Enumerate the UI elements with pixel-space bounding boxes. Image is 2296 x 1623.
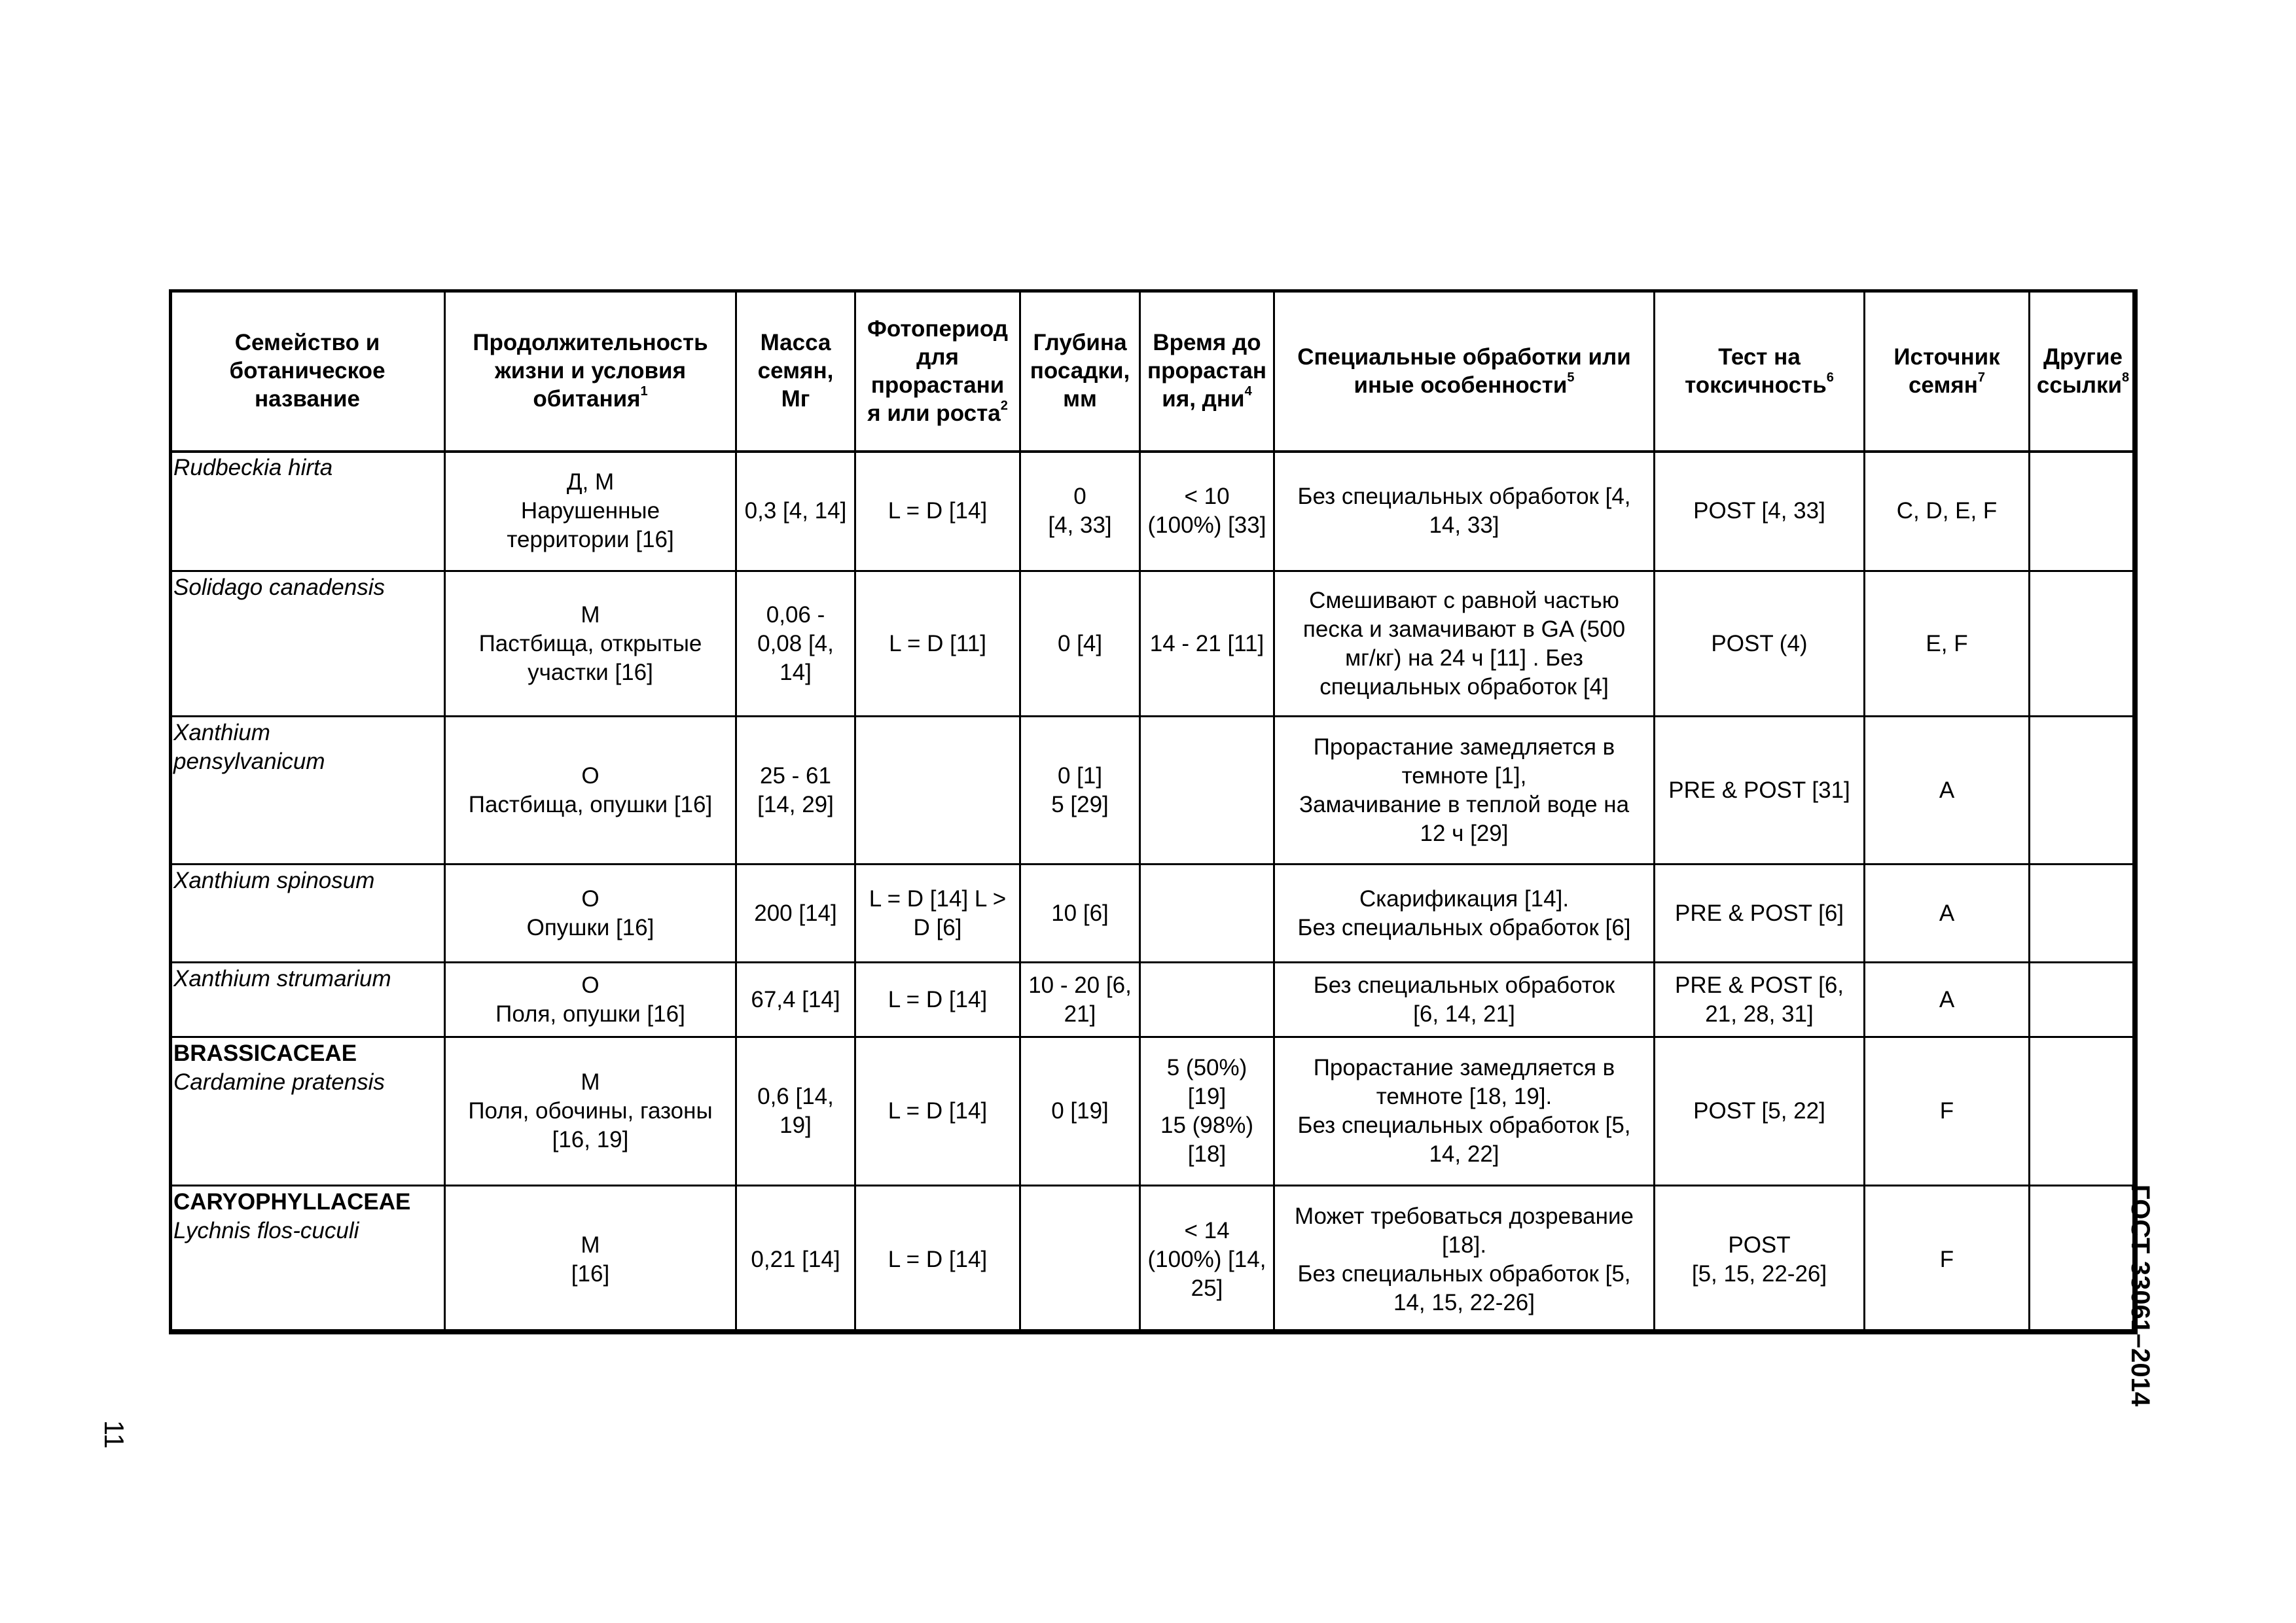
toxicity-cell: PRE & POST [31]: [1655, 717, 1865, 865]
refs-cell: [2030, 452, 2137, 571]
table-row: [170, 963, 2137, 1037]
header-other-refs: Другие ссылки$^8$: [2030, 291, 2137, 452]
mass-cell: 67,4 [14]: [736, 963, 855, 1037]
species-cell: Rudbeckia hirta: [170, 452, 445, 571]
mass-cell: 0,3 [4, 14]: [736, 452, 855, 571]
table-row: [170, 1037, 2137, 1186]
treatment-cell: Скарификация [14]. Без специальных обработок [6]: [1274, 865, 1655, 963]
source-cell: C, D, E, F: [1865, 452, 2030, 571]
mass-cell: 0,21 [14]: [736, 1186, 855, 1334]
species-cell: CARYOPHYLLACEAE Lychnis flos-cuculi: [170, 1186, 445, 1334]
source-cell: E, F: [1865, 571, 2030, 717]
treatment-cell: Без специальных обработок [6, 14, 21]: [1274, 963, 1655, 1037]
table-row: [170, 1186, 2137, 1334]
refs-cell: [2030, 571, 2137, 717]
species-cell: Xanthium spinosum: [170, 865, 445, 963]
time-cell: < 14 (100%) [14, 25]: [1140, 1186, 1274, 1334]
toxicity-cell: POST (4): [1655, 571, 1865, 717]
header-depth: Глубина посадки, мм: [1020, 291, 1140, 452]
depth-cell: 0 [1] 5 [29]: [1020, 717, 1140, 865]
toxicity-cell: PRE & POST [6]: [1655, 865, 1865, 963]
photoperiod-cell: [855, 717, 1020, 865]
species-cell: BRASSICACEAE Cardamine pratensis: [170, 1037, 445, 1186]
document-code: ГОСТ 33061–2014: [2126, 1185, 2155, 1407]
time-cell: 5 (50%) [19] 15 (98%) [18]: [1140, 1037, 1274, 1186]
life-cell: О Поля, опушки [16]: [445, 963, 736, 1037]
depth-cell: 0 [19]: [1020, 1037, 1140, 1186]
toxicity-cell: POST [5, 22]: [1655, 1037, 1865, 1186]
depth-cell: 0 [4, 33]: [1020, 452, 1140, 571]
header-germination-time: Время до прорастан ия, дни$^4$: [1140, 291, 1274, 452]
source-cell: A: [1865, 717, 2030, 865]
header-special-treatment: Специальные обработки или иные особенности$^5$: [1274, 291, 1655, 452]
photoperiod-cell: L = D [11]: [855, 571, 1020, 717]
treatment-cell: Прорастание замедляется в темноте [18, 19]. Без специальных обработок [5, 14, 22]: [1274, 1037, 1655, 1186]
life-cell: М Пастбища, открытые участки [16]: [445, 571, 736, 717]
header-family: Семейство и ботаническое название: [170, 291, 445, 452]
life-cell: О Опушки [16]: [445, 865, 736, 963]
time-cell: [1140, 865, 1274, 963]
header-row: [170, 291, 2137, 452]
species-cell: Xanthium pensylvanicum: [170, 717, 445, 865]
toxicity-cell: PRE & POST [6, 21, 28, 31]: [1655, 963, 1865, 1037]
time-cell: [1140, 963, 1274, 1037]
refs-cell: [2030, 1037, 2137, 1186]
header-seed-mass: Масса семян, Мг: [736, 291, 855, 452]
species-cell: Xanthium strumarium: [170, 963, 445, 1037]
refs-cell: [2030, 865, 2137, 963]
source-cell: F: [1865, 1186, 2030, 1334]
table-row: [170, 571, 2137, 717]
header-toxicity-test: Тест на токсичность$^6$: [1655, 291, 1865, 452]
seed-data-table: [169, 289, 2138, 1334]
refs-cell: [2030, 717, 2137, 865]
header-separator: [169, 450, 2136, 453]
refs-cell: [2030, 963, 2137, 1037]
species-cell: Solidago canadensis: [170, 571, 445, 717]
treatment-cell: Может требоваться дозревание [18]. Без специальных обработок [5, 14, 15, 22-26]: [1274, 1186, 1655, 1334]
photoperiod-cell: L = D [14]: [855, 1186, 1020, 1334]
table-row: [170, 717, 2137, 865]
source-cell: A: [1865, 963, 2030, 1037]
treatment-cell: Прорастание замедляется в темноте [1], Замачивание в теплой воде на 12 ч [29]: [1274, 717, 1655, 865]
mass-cell: 0,06 - 0,08 [4, 14]: [736, 571, 855, 717]
depth-cell: 10 [6]: [1020, 865, 1140, 963]
depth-cell: 10 - 20 [6, 21]: [1020, 963, 1140, 1037]
photoperiod-cell: L = D [14] L > D [6]: [855, 865, 1020, 963]
depth-cell: 0 [4]: [1020, 571, 1140, 717]
life-cell: Д, М Нарушенные территории [16]: [445, 452, 736, 571]
depth-cell: [1020, 1186, 1140, 1334]
life-cell: М [16]: [445, 1186, 736, 1334]
time-cell: < 10 (100%) [33]: [1140, 452, 1274, 571]
mass-cell: 0,6 [14, 19]: [736, 1037, 855, 1186]
toxicity-cell: POST [4, 33]: [1655, 452, 1865, 571]
treatment-cell: Смешивают с равной частью песка и замачивают в GA (500 мг/кг) на 24 ч [11] . Без специальных обработок [4]: [1274, 571, 1655, 717]
life-cell: М Поля, обочины, газоны [16, 19]: [445, 1037, 736, 1186]
source-cell: F: [1865, 1037, 2030, 1186]
treatment-cell: Без специальных обработок [4, 14, 33]: [1274, 452, 1655, 571]
mass-cell: 25 - 61 [14, 29]: [736, 717, 855, 865]
header-photoperiod: Фотопериод для прорастани я или роста$^2$: [855, 291, 1020, 452]
time-cell: 14 - 21 [11]: [1140, 571, 1274, 717]
photoperiod-cell: L = D [14]: [855, 963, 1020, 1037]
header-seed-source: Источник семян$^7$: [1865, 291, 2030, 452]
header-life-duration: Продолжительность жизни и условия обитания$^1$: [445, 291, 736, 452]
mass-cell: 200 [14]: [736, 865, 855, 963]
life-cell: О Пастбища, опушки [16]: [445, 717, 736, 865]
source-cell: A: [1865, 865, 2030, 963]
toxicity-cell: POST [5, 15, 22-26]: [1655, 1186, 1865, 1334]
table-row: [170, 865, 2137, 963]
photoperiod-cell: L = D [14]: [855, 452, 1020, 571]
page-number: 11: [99, 1420, 130, 1449]
refs-cell: [2030, 1186, 2137, 1334]
time-cell: [1140, 717, 1274, 865]
table-row: [170, 452, 2137, 571]
photoperiod-cell: L = D [14]: [855, 1037, 1020, 1186]
